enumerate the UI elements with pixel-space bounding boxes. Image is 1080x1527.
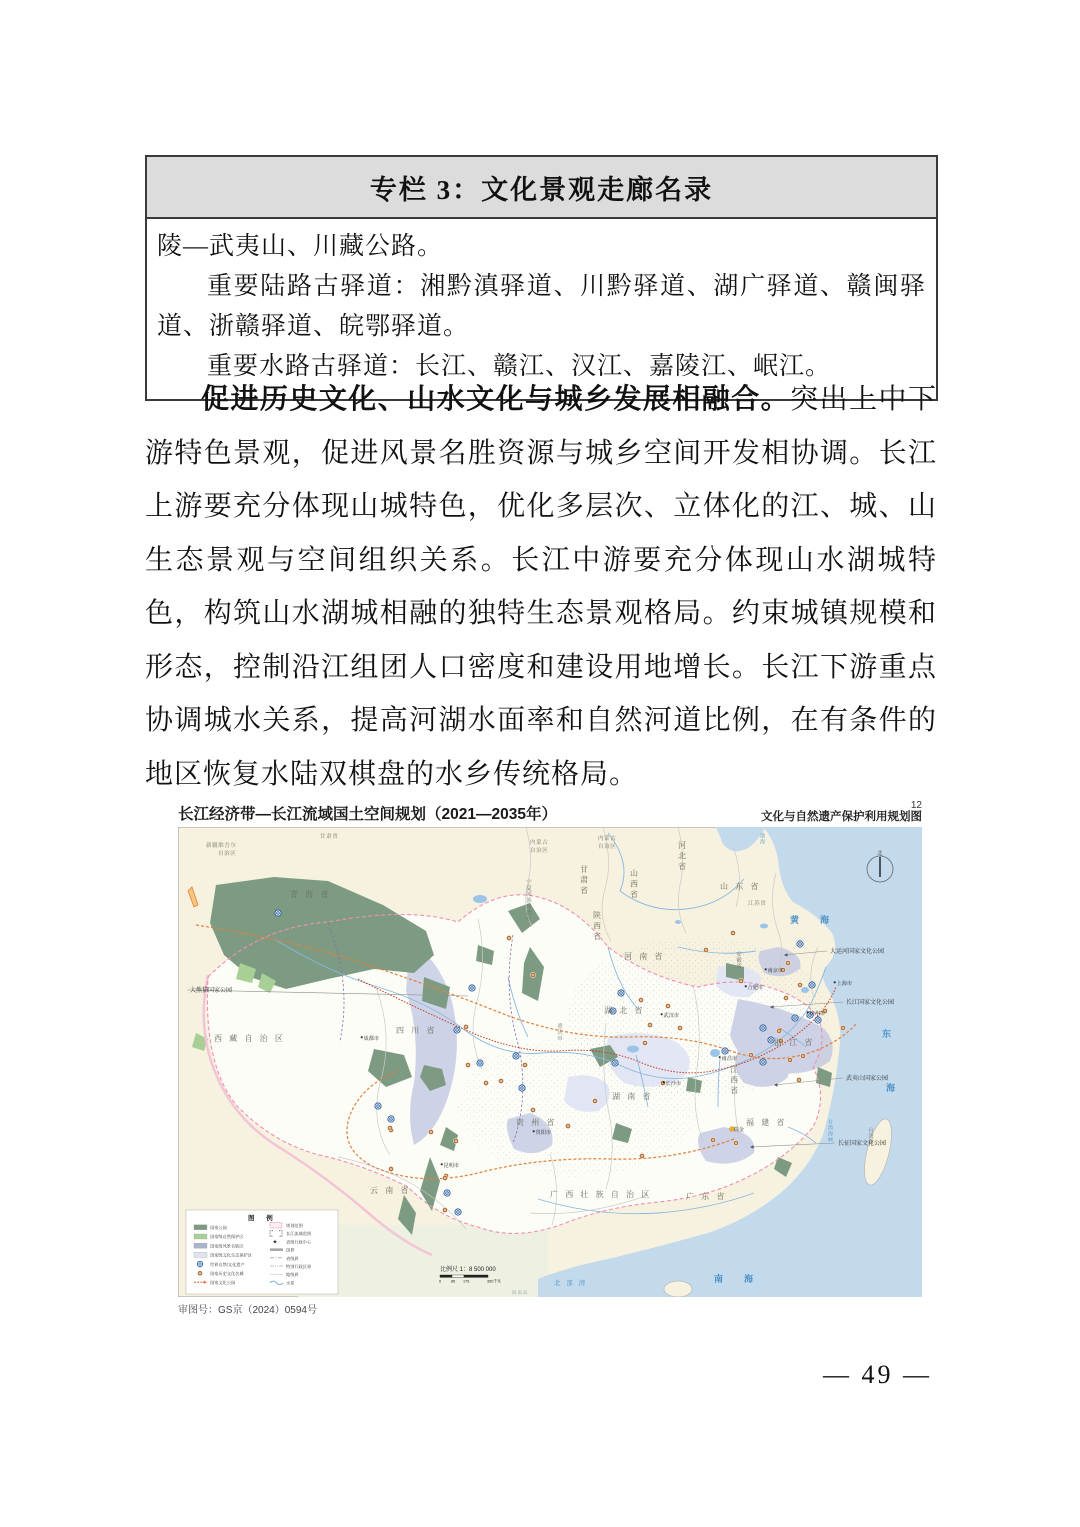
world-heritage-icon [388, 1116, 394, 1122]
historic-city-icon-inner [785, 997, 787, 999]
world-heritage-icon [513, 1053, 519, 1059]
map-label: 广 西 壮 族 自 治 区 [550, 1189, 652, 1199]
main-paragraph [145, 372, 937, 801]
paragraph-body-text: 突出上中下游特色景观，促进风景名胜资源与城乡空间开发相协调。长江上游要充分体现山城特色，优化多层次、立体化的江、城、山生态景观与空间组织关系。长江中游要充分体现山水湖城特色，构筑山水湖城相融的独特生态景观格局。约束城镇规模和形态，控制沿江组团人口密度和建设用地增长。长江下游重点协调城水关系，提高河湖水面率和自然河道比例，在有条件的地区恢复水陆双棋盘的水乡传统格局。 [145, 384, 937, 790]
city-marker [745, 985, 747, 987]
legend-label: 世界自然/文化遗产 [210, 1261, 245, 1267]
callout-label: 长江国家文化公园 [846, 999, 895, 1006]
city-label: 成都市 [363, 1035, 380, 1042]
legend-label: 国家级文化生态保护区 [210, 1252, 252, 1258]
city-marker [765, 968, 767, 970]
svg-text:北: 北 [877, 850, 883, 857]
historic-city-icon-inner [789, 1059, 791, 1061]
map-subtitle: 文化与自然遗产保护利用规划图 [761, 811, 922, 823]
page-number: — 49 — [823, 1360, 932, 1389]
map-label: 内蒙古 [530, 839, 549, 846]
map-label: 宁夏回族自治区 [525, 878, 531, 922]
legend-label: 水系 [286, 1280, 295, 1286]
historic-city-icon-inner [444, 1209, 446, 1211]
historic-city-icon-inner [467, 1064, 469, 1066]
historic-city-icon-inner [778, 1030, 780, 1032]
world-heritage-icon [618, 990, 624, 996]
world-heritage-icon [477, 1060, 483, 1066]
map-label: 南 海 [714, 1273, 760, 1284]
historic-city-icon-inner [842, 1027, 844, 1029]
city-label: 长沙市 [665, 1080, 682, 1087]
map-label: 黄 海 [790, 914, 836, 925]
map-label: 西 藏 自 治 区 [214, 1033, 286, 1043]
legend-label: 地级界 [286, 1271, 299, 1277]
historic-city-icon-inner [594, 1100, 596, 1102]
map-label: 内蒙古 [598, 835, 617, 842]
svg-text:图 例: 图 例 [248, 1214, 278, 1222]
map-label: 四 川 省 [396, 1025, 437, 1035]
world-heritage-icon [455, 1209, 461, 1215]
historic-city-icon-inner [389, 1127, 391, 1129]
box-line-water-routes: 重要水路古驿道：长江、赣江、汉江、嘉陵江、岷江。 [207, 353, 832, 380]
world-heritage-icon [454, 1027, 460, 1033]
map-label: 山西省 [629, 868, 639, 901]
world-heritage-icon [815, 1017, 821, 1023]
historic-city-icon-inner [802, 1055, 804, 1057]
city-marker [807, 1011, 809, 1013]
map-label: 自治区 [598, 843, 617, 850]
map-subtitle-block [761, 800, 922, 824]
historic-city-icon-inner [508, 937, 510, 939]
legend-label: 长江流域范围 [286, 1230, 312, 1236]
historic-city-icon-inner [567, 1125, 569, 1127]
historic-city-icon-inner [735, 1142, 737, 1144]
map-label: 安徽省 [735, 950, 741, 969]
legend-label: 国界 [286, 1247, 295, 1253]
city-marker [661, 1013, 663, 1015]
city-marker [663, 1081, 665, 1083]
world-heritage-icon [797, 941, 803, 947]
map-label: 重庆市 [556, 1022, 562, 1041]
map-approval-number: 审图号：GS京（2024）0594号 [178, 1304, 317, 1316]
world-heritage-icon [612, 1060, 618, 1066]
legend-label: 国家级风景名胜区 [210, 1243, 244, 1249]
world-heritage-icon [809, 982, 815, 988]
svg-text:85: 85 [451, 1279, 456, 1284]
historic-city-icon-inner [679, 1027, 681, 1029]
map-label: 广 东 省 [686, 1191, 727, 1201]
box-line-land-routes: 重要陆路古驿道：湘黔滇驿道、川黔驿道、湖广驿道、赣闽驿道、浙赣驿道、皖鄂驿道。 [157, 273, 926, 340]
city-marker [533, 1130, 535, 1132]
legend-label: 省级界 [286, 1255, 299, 1261]
historic-city-icon-inner [798, 1079, 800, 1081]
hainan-island [664, 1281, 692, 1297]
city-label: 南京市 [767, 967, 784, 974]
historic-city-icon-inner [532, 1109, 534, 1111]
historic-city-icon-inner [740, 980, 742, 982]
world-heritage-icon [469, 985, 475, 991]
map-label: 台湾海峡 [827, 1118, 833, 1143]
box-line-continuation: 陵—武夷山、川藏公路。 [157, 233, 444, 260]
map-label: 北 部 湾 [554, 1279, 588, 1287]
map-label: 自治区 [218, 850, 237, 857]
historic-city-icon-inner [787, 962, 789, 964]
city-marker [834, 981, 836, 983]
historic-city-icon-inner [649, 1024, 651, 1026]
map-label: 贵 州 省 [516, 1117, 557, 1127]
world-heritage-icon [375, 1103, 381, 1109]
map-label: 山 东 省 [720, 881, 761, 891]
historic-city-icon-inner [644, 1042, 646, 1044]
city-label: 瑞金 [733, 1126, 744, 1133]
column-box-title: 专栏 3：文化景观走廊名录 [147, 157, 936, 219]
callout-label: 大运河国家文化公园 [830, 948, 885, 955]
map-label: 湖 南 省 [612, 1091, 653, 1101]
historic-city-icon-inner [524, 1064, 526, 1066]
map-label: 河北省 [677, 840, 687, 873]
map-figure-number: 12 [910, 800, 922, 811]
paragraph-lead-sentence: 促进历史文化、山水文化与城乡发展相融合。 [201, 383, 791, 414]
map-label: 甘肃省 [579, 864, 589, 897]
map-label: 海 [886, 1082, 902, 1093]
historic-city-icon-inner [667, 1005, 669, 1007]
svg-text:比例尺 1：8 500 000: 比例尺 1：8 500 000 [440, 1266, 496, 1273]
city-marker [719, 1056, 721, 1058]
callout-label: 武夷山国家公园 [846, 1075, 889, 1082]
historic-city-icon-inner [799, 984, 801, 986]
map-label: 台湾省 [867, 1126, 873, 1145]
map-header [178, 800, 922, 824]
city-marker [441, 1163, 443, 1165]
city-label: 杭州市 [809, 1010, 826, 1017]
city-label: 上海市 [836, 980, 853, 987]
column-box [145, 155, 938, 401]
map-label: 自治区 [530, 847, 549, 854]
historic-city-icon-inner [430, 1131, 432, 1133]
historic-city-icon-inner [750, 1054, 752, 1056]
city-label: 南昌市 [721, 1055, 738, 1062]
world-heritage-icon [519, 1085, 525, 1091]
legend-label: 规划范围 [286, 1222, 303, 1228]
historic-city-icon-inner [641, 1155, 643, 1157]
historic-city-icon-inner [485, 1082, 487, 1084]
world-heritage-icon [760, 1059, 766, 1065]
svg-text:350千米: 350千米 [487, 1279, 501, 1284]
map-label: 湖 北 省 [604, 1005, 645, 1015]
map-figure [178, 800, 922, 1316]
svg-text:175: 175 [463, 1279, 470, 1284]
map-title: 长江经济带—长江流域国土空间规划（2021—2035年） [178, 805, 557, 823]
map-label: 河 南 省 [624, 951, 665, 961]
world-heritage-icon [444, 1190, 450, 1196]
callout-label: 大熊猫国家公园 [190, 987, 233, 994]
city-marker [361, 1036, 363, 1038]
city-label: 武汉市 [663, 1012, 680, 1019]
map-label: 浙 江 省 [774, 1037, 815, 1047]
map-label: 云 南 省 [370, 1185, 411, 1195]
map-legend [186, 1210, 338, 1294]
historic-city-icon-inner [465, 1026, 467, 1028]
historic-city-icon-inner [500, 1080, 502, 1082]
map-label: 青 海 省 [290, 889, 331, 899]
historic-city-icon-inner [444, 1177, 446, 1179]
svg-text:★: ★ [272, 1239, 278, 1246]
legend-label: 特别行政区界 [286, 1263, 312, 1269]
map-label: 海南岛 [512, 1289, 529, 1295]
legend-label: 国家历史文化名城 [210, 1270, 244, 1276]
historic-city-icon-inner [712, 1139, 714, 1141]
map-label: 新疆维吾尔 [206, 842, 237, 849]
map-label: 东 [882, 1028, 898, 1039]
historic-city-icon-inner [732, 932, 734, 934]
legend-label: 国家公园 [210, 1224, 227, 1230]
legend-label: 国家级自然保护区 [210, 1233, 244, 1239]
world-heritage-icon [792, 1015, 798, 1021]
historic-city-icon-inner [390, 1168, 392, 1170]
historic-city-icon-inner [532, 974, 534, 976]
map-label: 甘肃省 [320, 833, 339, 840]
callout-label: 长征国家文化公园 [838, 1140, 887, 1147]
map-label: 江西省 [729, 1064, 739, 1097]
historic-city-icon-inner [705, 949, 707, 951]
city-label: 合肥市 [747, 984, 764, 991]
planning-map [178, 827, 922, 1297]
historic-city-icon-inner [455, 1140, 457, 1142]
world-heritage-icon [760, 1025, 766, 1031]
map-label: 福 建 省 [746, 1117, 787, 1127]
legend-label: 国家文化公园 [210, 1279, 236, 1285]
historic-city-icon-inner [640, 999, 642, 1001]
map-label: 江苏省 [748, 900, 767, 907]
city-label: 贵阳市 [535, 1129, 552, 1136]
legend-label: 省级行政中心 [286, 1239, 312, 1245]
map-label: 渤海 [759, 832, 765, 845]
world-heritage-icon [275, 910, 281, 916]
city-label: 昆明市 [443, 1162, 460, 1169]
svg-text:0: 0 [439, 1279, 442, 1284]
world-heritage-icon [722, 1048, 728, 1054]
map-label: 陕西省 [592, 910, 602, 943]
